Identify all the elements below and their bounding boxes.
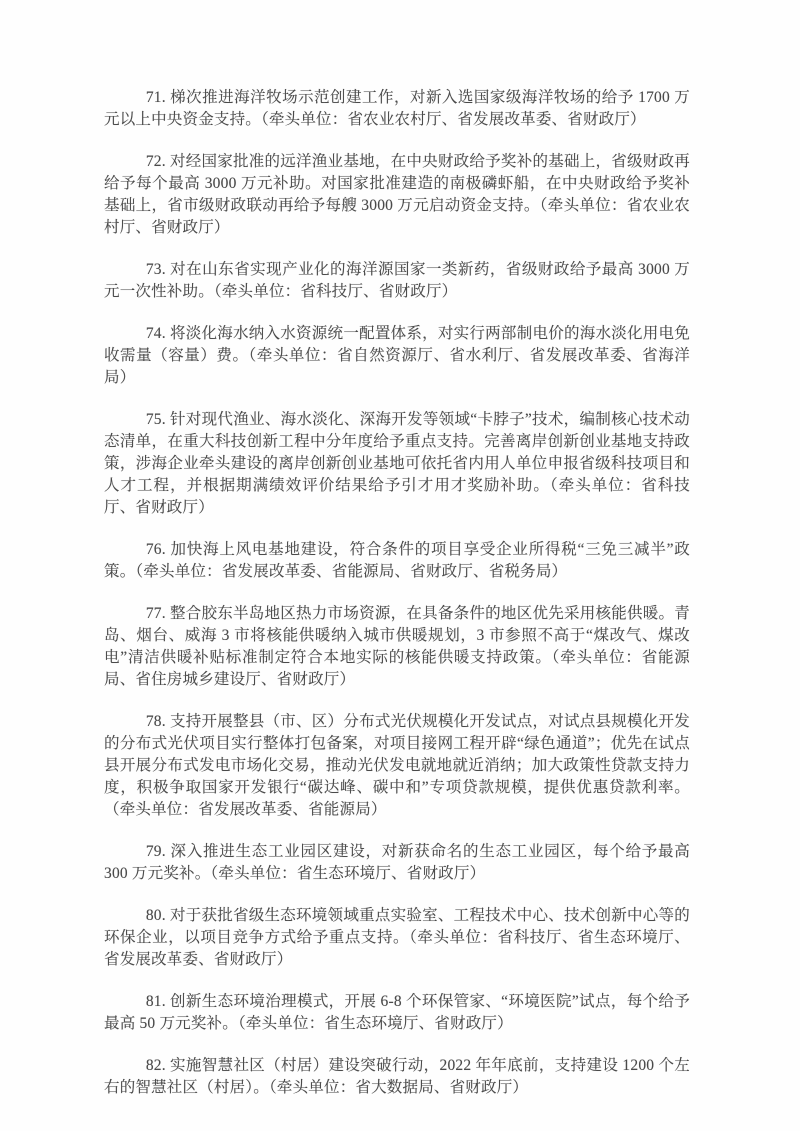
paragraph-76: 76. 加快海上风电基地建设，符合条件的项目享受企业所得税“三免三减半”政策。（牵头单位：省发展改革委、省能源局、省财政厅、省税务局）	[104, 541, 690, 580]
paragraph-74: 74. 将淡化海水纳入水资源统一配置体系，对实行两部制电价的海水淡化用电免收需量（容量）费。（牵头单位：省自然资源厅、省水利厅、省发展改革委、省海洋局）	[104, 325, 690, 386]
paragraph-81: 81. 创新生态环境治理模式，开展 6-8 个环保管家、“环境医院”试点，每个给予最高 50 万元奖补。（牵头单位：省生态环境厅、省财政厅）	[104, 993, 690, 1032]
paragraph-82: 82. 实施智慧社区（村居）建设突破行动，2022 年年底前，支持建设 1200 个左右的智慧社区（村居）。（牵头单位：省大数据局、省财政厅）	[104, 1057, 690, 1096]
paragraph-72: 72. 对经国家批准的远洋渔业基地，在中央财政给予奖补的基础上，省级财政再给予每个最高 3000 万元补助。对国家批准建造的南极磷虾船，在中央财政给予奖补基础上，省市级财政联动再给予每艘 3000 万元启动资金支持。（牵头单位：省农业农村厅、省财政厅）	[104, 153, 690, 236]
paragraph-78: 78. 支持开展整县（市、区）分布式光伏规模化开发试点，对试点县规模化开发的分布式光伏项目实行整体打包备案，对项目接网工程开辟“绿色通道”；优先在试点县开展分布式发电市场化交易，推动光伏发电就地就近消纳；加大政策性贷款支持力度，积极争取国家开发银行“碳达峰、碳中和”专项贷款规模，提供优惠贷款利率。（牵头单位：省发展改革委、省能源局）	[104, 713, 690, 818]
paragraph-73: 73. 对在山东省实现产业化的海洋源国家一类新药，省级财政给予最高 3000 万元一次性补助。（牵头单位：省科技厅、省财政厅）	[104, 261, 690, 300]
paragraph-77: 77. 整合胶东半岛地区热力市场资源，在具备条件的地区优先采用核能供暖。青岛、烟台、威海 3 市将核能供暖纳入城市供暖规划，3 市参照不高于“煤改气、煤改电”清洁供暖补贴标准制定符合本地实际的核能供暖支持政策。（牵头单位：省能源局、省住房城乡建设厅、省财政厅）	[104, 605, 690, 688]
paragraph-79: 79. 深入推进生态工业园区建设，对新获命名的生态工业园区，每个给予最高 300 万元奖补。（牵头单位：省生态环境厅、省财政厅）	[104, 843, 690, 882]
paragraph-75: 75. 针对现代渔业、海水淡化、深海开发等领域“卡脖子”技术，编制核心技术动态清单，在重大科技创新工程中分年度给予重点支持。完善离岸创新创业基地支持政策，涉海企业牵头建设的离岸创新创业基地可依托省内用人单位申报省级科技项目和人才工程，并根据期满绩效评价结果给予引才用才奖励补助。（牵头单位：省科技厅、省财政厅）	[104, 411, 690, 516]
paragraph-80: 80. 对于获批省级生态环境领域重点实验室、工程技术中心、技术创新中心等的环保企业，以项目竞争方式给予重点支持。（牵头单位：省科技厅、省生态环境厅、省发展改革委、省财政厅）	[104, 907, 690, 968]
paragraph-71: 71. 梯次推进海洋牧场示范创建工作，对新入选国家级海洋牧场的给予 1700 万元以上中央资金支持。（牵头单位：省农业农村厅、省发展改革委、省财政厅）	[104, 89, 690, 128]
